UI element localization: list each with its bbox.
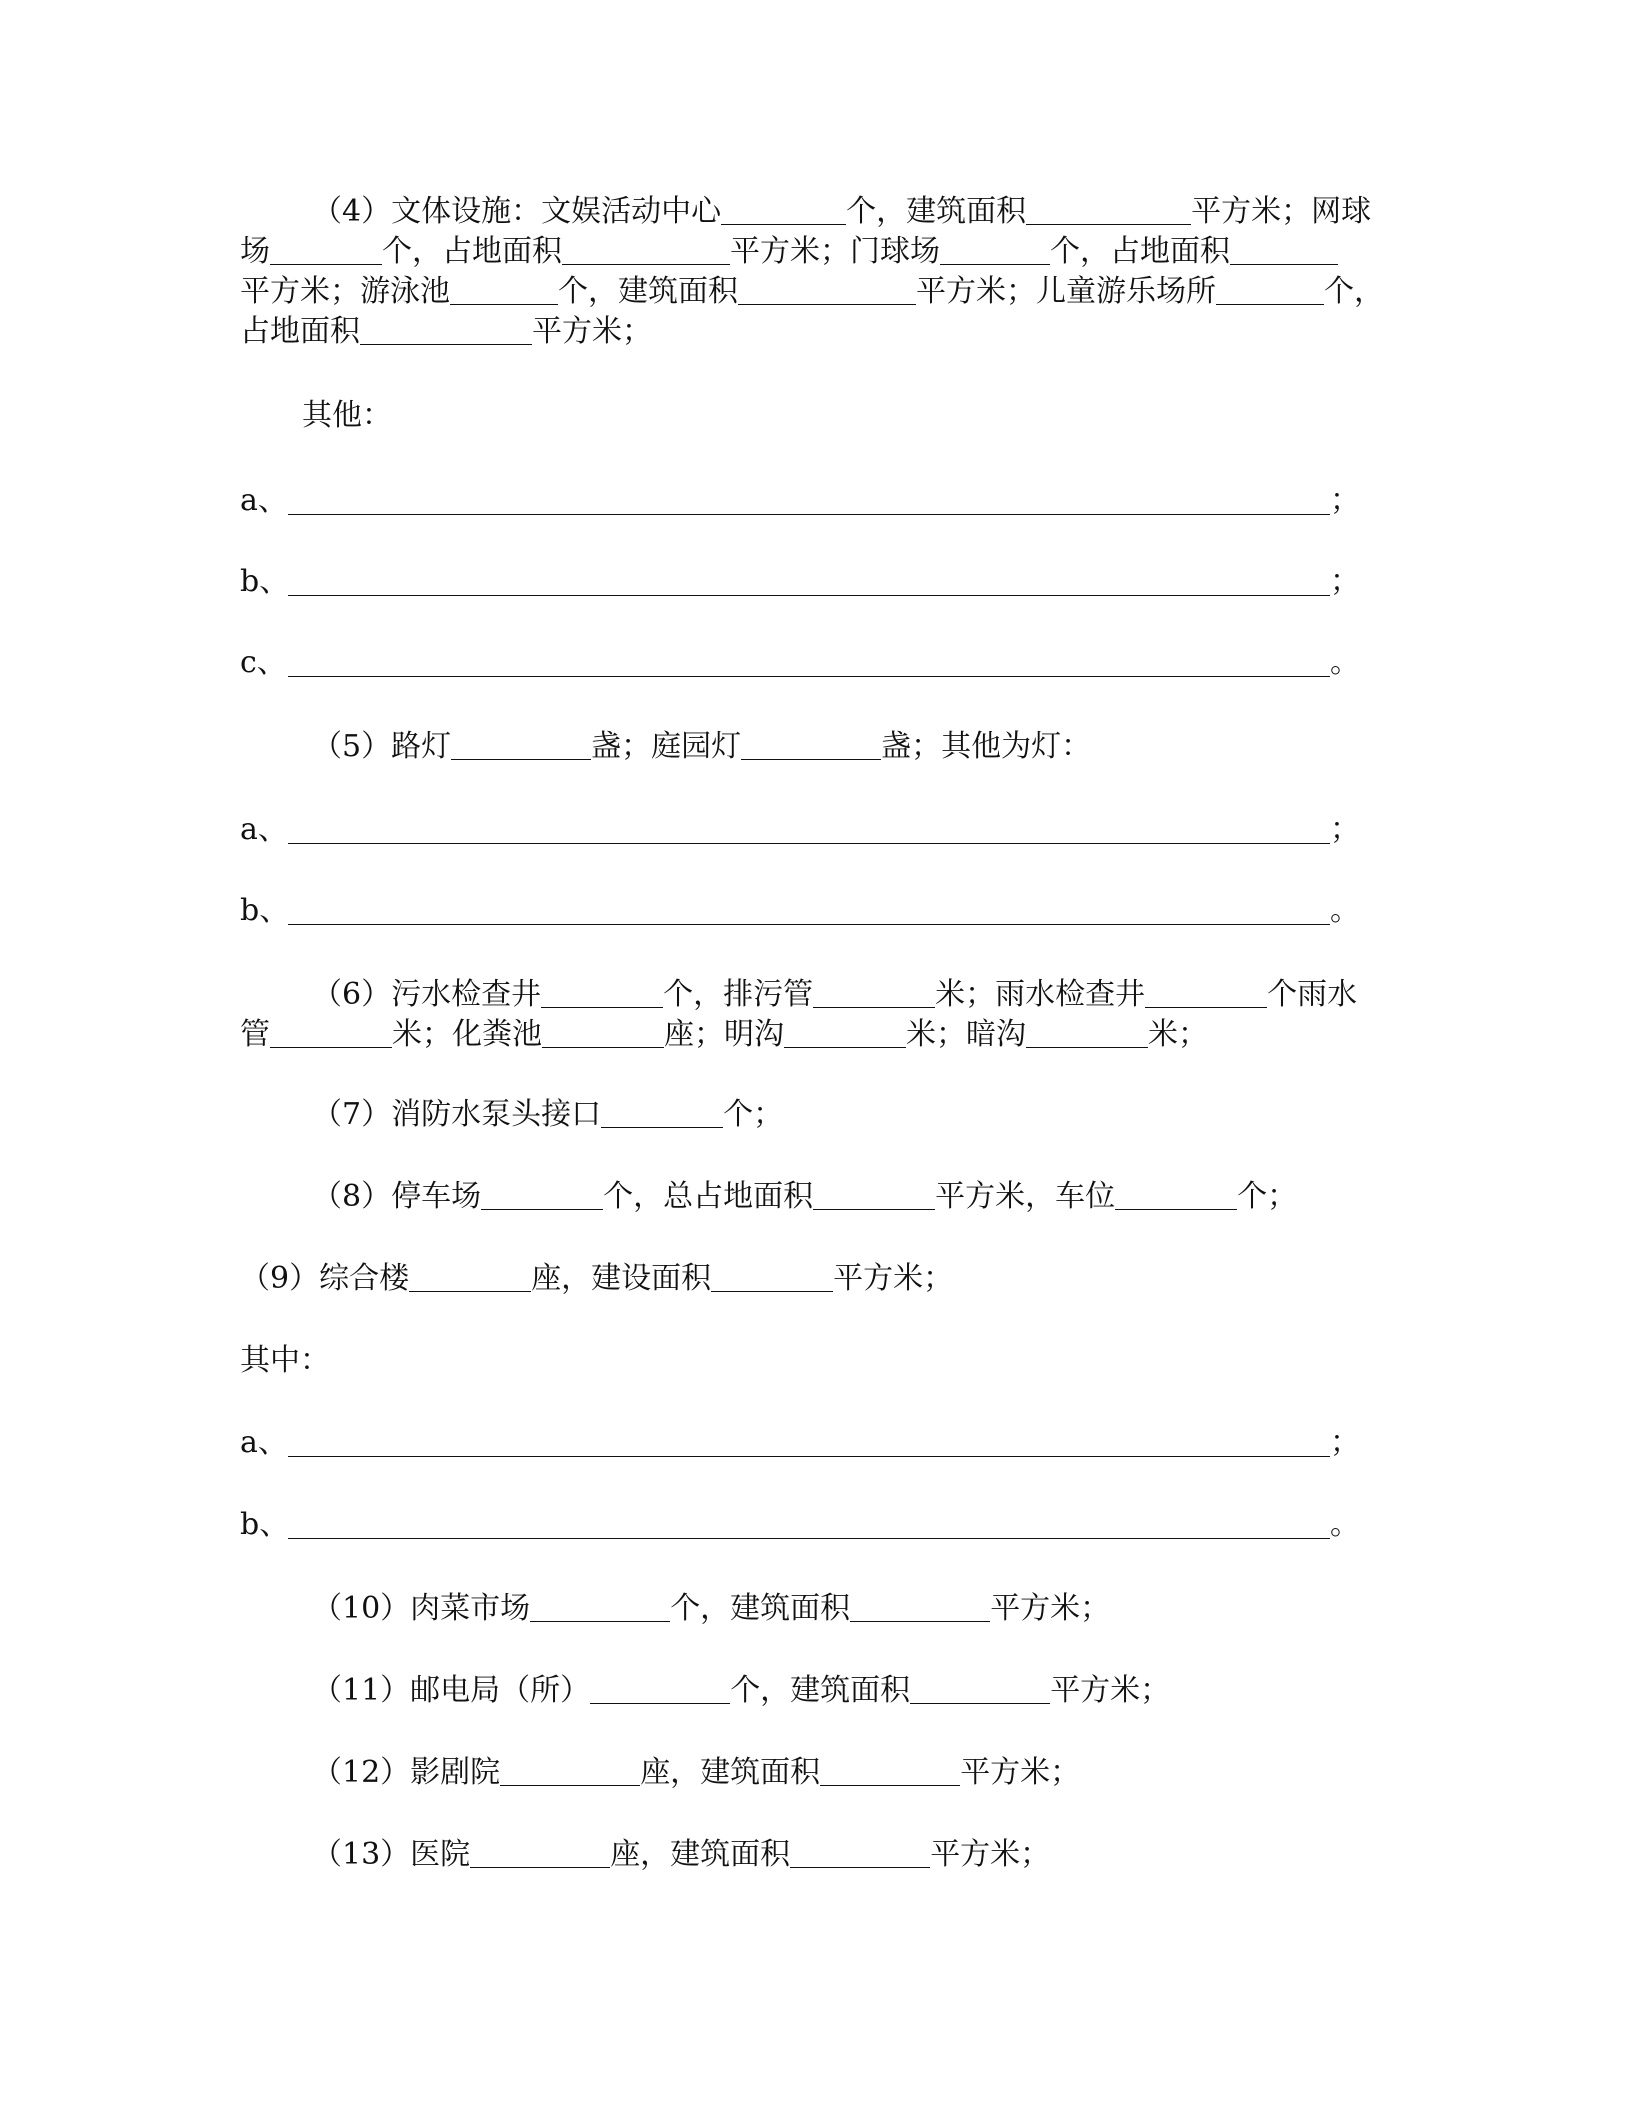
other-label: 其他： [302,398,392,433]
fill-blank[interactable] [530,1591,670,1622]
paragraph-6 [240,975,1395,1055]
text: 平方米； [930,1837,1051,1872]
fill-blank[interactable] [790,1837,930,1868]
paragraph-12 [240,1753,1395,1793]
lamp-item-a [240,810,1360,850]
among-label: 其中： [240,1343,330,1378]
fill-blank[interactable] [784,1017,906,1048]
text: （4）文体设施：文娱活动中心 [312,194,722,229]
text: 座，建设面积 [531,1261,712,1296]
item-end-punct: ； [1330,564,1360,599]
fill-blank[interactable] [409,1261,531,1292]
paragraph-9 [240,1259,1395,1299]
fill-blank[interactable] [1216,274,1324,305]
text: （13）医院 [312,1837,471,1872]
fill-blank[interactable] [1230,234,1338,265]
fill-blank[interactable] [450,274,558,305]
text: 平方米；网球 [1191,194,1372,229]
fill-blank[interactable] [721,194,846,225]
fill-blank[interactable] [820,1755,960,1786]
fill-blank[interactable] [940,234,1050,265]
paragraph-7 [240,1095,1395,1135]
among-item-a [240,1423,1360,1463]
text: 个； [723,1097,784,1132]
fill-blank[interactable] [590,1673,730,1704]
text: （8）停车场 [312,1179,482,1214]
text: 个，占地面积 [1050,234,1230,269]
item-label: a、 [240,1425,288,1460]
text: 盏；其他为灯： [881,729,1092,764]
paragraph-4-line-2 [240,232,1395,272]
text: 米；化粪池 [392,1017,542,1052]
text: 米； [1148,1017,1208,1052]
text: 场 [240,234,270,269]
text: 盏；庭园灯 [591,729,742,764]
paragraph-5 [240,727,1395,767]
paragraph-6-line-1 [240,975,1395,1015]
text: 平方米；儿童游乐场所 [916,274,1216,309]
paragraph-8 [240,1177,1395,1217]
paragraph-4 [240,192,1395,352]
paragraph-13 [240,1835,1395,1875]
fill-blank[interactable] [542,1017,664,1048]
fill-blank[interactable] [562,234,730,265]
text: 个，建筑面积 [730,1673,911,1708]
item-label: b、 [240,564,290,599]
text: 座，建筑面积 [640,1755,821,1790]
text: 个，建筑面积 [558,274,738,309]
answer-line[interactable] [288,924,1330,925]
answer-line[interactable] [288,1538,1330,1539]
item-end-punct: ； [1330,483,1360,518]
text: 管 [240,1017,270,1052]
item-end-punct: ； [1330,1425,1360,1460]
text: 平方米；游泳池 [240,274,450,309]
text: 个，总占地面积 [603,1179,814,1214]
fill-blank[interactable] [813,1179,935,1210]
answer-line[interactable] [288,595,1330,596]
fill-blank[interactable] [481,1179,603,1210]
text: （11）邮电局（所） [312,1673,591,1708]
fill-blank[interactable] [813,977,935,1008]
text: 个，占地面积 [382,234,562,269]
fill-blank[interactable] [1026,194,1191,225]
item-label: b、 [240,1507,290,1542]
paragraph-6-line-2 [240,1015,1395,1055]
fill-blank[interactable] [270,1017,392,1048]
text: 平方米；门球场 [730,234,940,269]
item-label: c、 [240,645,287,680]
other-item-c [240,643,1360,683]
fill-blank[interactable] [451,729,591,760]
text: 平方米，车位 [935,1179,1116,1214]
fill-blank[interactable] [1115,1179,1237,1210]
text: 座；明沟 [664,1017,784,1052]
fill-blank[interactable] [541,977,663,1008]
answer-line[interactable] [288,514,1330,515]
paragraph-4-line-4 [240,312,1395,352]
lamp-item-b [240,891,1360,931]
text: 平方米； [833,1261,954,1296]
fill-blank[interactable] [910,1673,1050,1704]
text: 平方米； [532,314,652,349]
fill-blank[interactable] [500,1755,640,1786]
fill-blank[interactable] [270,234,382,265]
fill-blank[interactable] [1026,1017,1148,1048]
text: 米；雨水检查井 [935,977,1146,1012]
text: 平方米； [1050,1673,1171,1708]
fill-blank[interactable] [738,274,916,305]
paragraph-10 [240,1589,1395,1629]
among-item-b [240,1505,1360,1545]
item-label: a、 [240,483,288,518]
text: 占地面积 [240,314,360,349]
fill-blank[interactable] [741,729,881,760]
paragraph-11 [240,1671,1395,1711]
fill-blank[interactable] [360,314,532,345]
item-end-punct: 。 [1330,1507,1360,1542]
paragraph-4-line-1 [240,192,1395,232]
item-end-punct: ； [1330,812,1360,847]
text: 平方米； [990,1591,1111,1626]
text: 平方米； [960,1755,1081,1790]
item-end-punct: 。 [1330,645,1360,680]
text: 座，建筑面积 [610,1837,791,1872]
other-item-b [240,562,1360,602]
text: 个，建筑面积 [846,194,1027,229]
answer-line[interactable] [288,1456,1330,1457]
fill-blank[interactable] [1145,977,1267,1008]
text: 个， [1324,274,1384,309]
fill-blank[interactable] [850,1591,990,1622]
text: （9）综合楼 [240,1261,410,1296]
item-end-punct: 。 [1330,893,1360,928]
answer-line[interactable] [288,843,1330,844]
text: （5）路灯 [312,729,452,764]
other-item-a [240,481,1360,521]
text: 个，建筑面积 [670,1591,851,1626]
item-label: a、 [240,812,288,847]
fill-blank[interactable] [711,1261,833,1292]
text: 个，排污管 [663,977,814,1012]
answer-line[interactable] [288,676,1330,677]
text: （10）肉菜市场 [312,1591,531,1626]
text: （12）影剧院 [312,1755,501,1790]
text: （6）污水检查井 [312,977,542,1012]
text: 个雨水 [1267,977,1358,1012]
text: （7）消防水泵头接口 [312,1097,602,1132]
fill-blank[interactable] [601,1097,723,1128]
paragraph-4-line-3 [240,272,1395,312]
text: 个； [1237,1179,1298,1214]
fill-blank[interactable] [470,1837,610,1868]
text: 米；暗沟 [906,1017,1026,1052]
item-label: b、 [240,893,290,928]
